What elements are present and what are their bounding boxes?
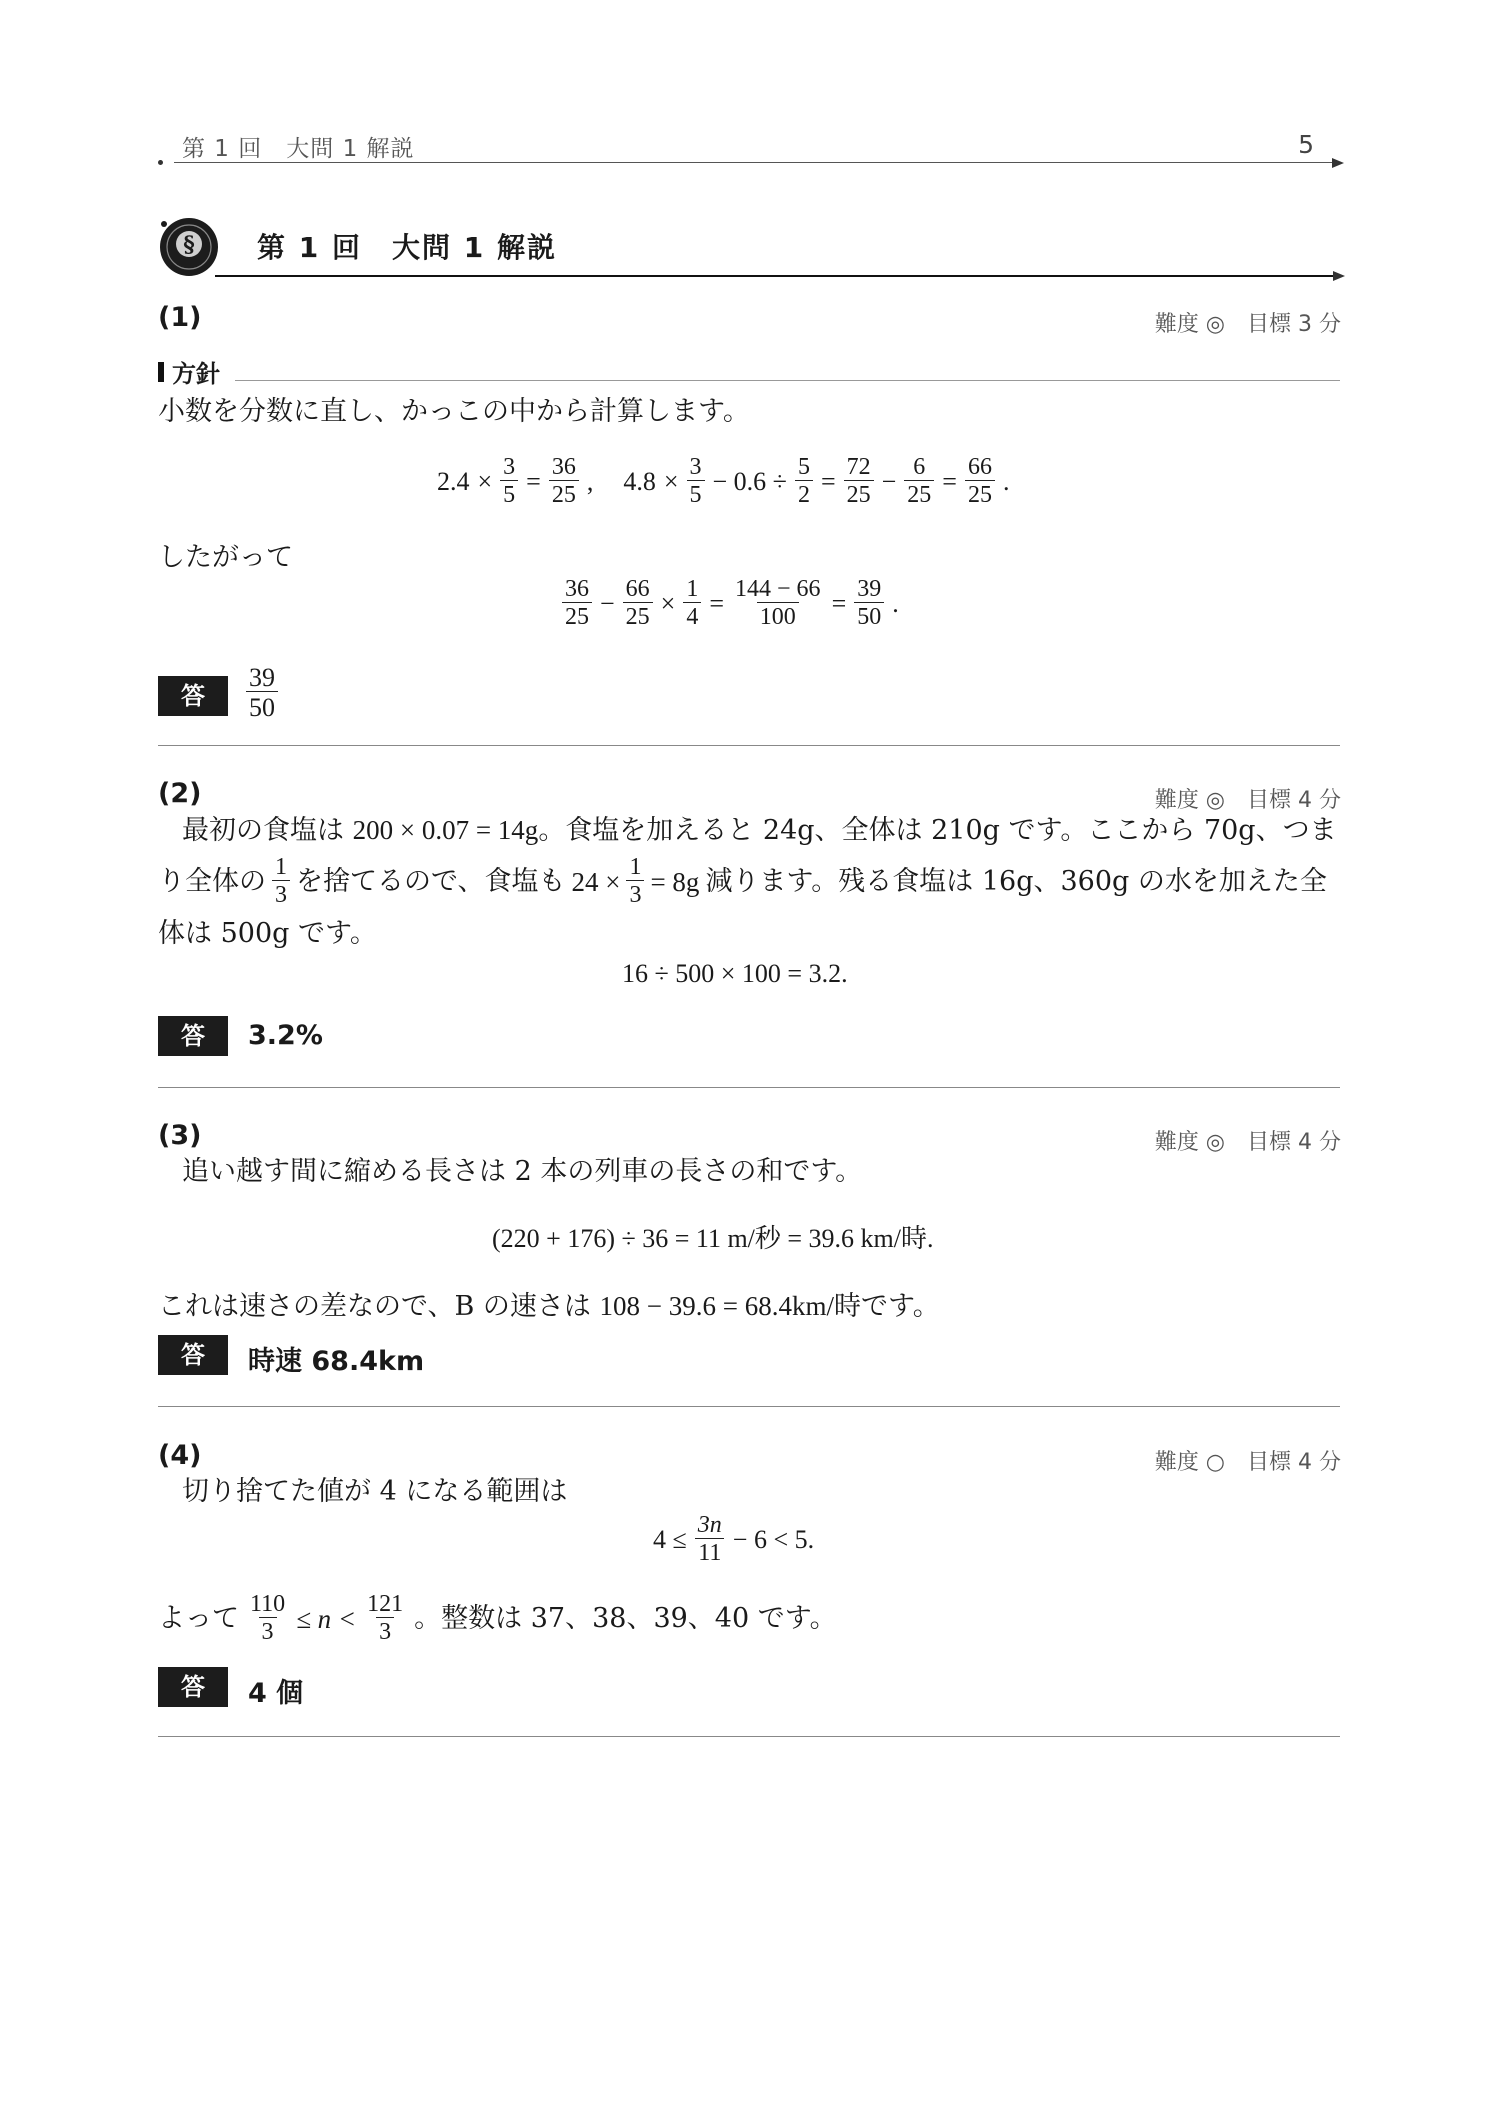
- problem-3-equation: (220 + 176) ÷ 36 = 11 m/秒 = 39.6 km/時.: [492, 1224, 934, 1253]
- math-inline: 108 − 39.6 = 68.4km/時: [599, 1291, 861, 1321]
- text-segment: 。整数は 37、38、39、40 です。: [414, 1602, 837, 1634]
- problem-2-equation: 16 ÷ 500 × 100 = 3.2.: [622, 959, 848, 988]
- numerator: 39: [249, 663, 275, 692]
- math-operator: =: [942, 466, 957, 496]
- problem-4-meta: 難度 ○ 目標 4 分: [1154, 1450, 1341, 1475]
- problem-2-answer: 3.2%: [248, 1020, 323, 1051]
- numerator: 36: [565, 576, 589, 602]
- denominator: 3: [259, 1617, 277, 1645]
- math-operator: −: [600, 588, 615, 618]
- fraction: [854, 577, 884, 630]
- problem-3-line-1: 追い越す間に縮める長さは 2 本の列車の長さの和です。: [182, 1156, 863, 1187]
- answer-label: 答: [158, 1667, 228, 1707]
- fraction: [683, 577, 701, 630]
- section-logo-icon: [158, 216, 220, 278]
- problem-4-number: (4): [158, 1440, 202, 1471]
- fraction: [844, 455, 874, 508]
- problem-1-line-1: 小数を分数に直し、かっこの中から計算します。: [158, 396, 750, 427]
- running-header: [158, 130, 1344, 164]
- numerator: 66: [967, 454, 992, 480]
- problem-2-line-3: 体は 500g です。: [158, 918, 377, 949]
- fraction: [364, 1592, 406, 1645]
- text-segment: です。: [860, 1291, 940, 1322]
- math-operator: =: [526, 466, 541, 496]
- section-title: 第 1 回 大問 1 解説: [257, 231, 557, 264]
- policy-rule: [235, 380, 1340, 381]
- problem-divider: [158, 745, 1340, 746]
- numerator: 36: [551, 454, 576, 480]
- math-period: .: [1002, 466, 1010, 496]
- math-operator: −: [881, 466, 897, 496]
- running-header-title: 第 1 回 大問 1 解説: [182, 136, 415, 162]
- numerator: 6: [913, 454, 926, 480]
- denominator: 50: [854, 602, 884, 630]
- problem-divider: [158, 1406, 1340, 1407]
- denominator: 3: [272, 880, 290, 908]
- math-operator: ×: [477, 466, 493, 496]
- text-segment: り全体の: [158, 865, 266, 897]
- denominator: 100: [757, 602, 799, 630]
- denominator: 3: [626, 880, 644, 908]
- problem-4-equation: [653, 1513, 814, 1566]
- problem-1-meta: 難度 ◎ 目標 3 分: [1154, 312, 1341, 337]
- math-inline: = 8g: [650, 866, 700, 897]
- fraction: [247, 1592, 288, 1645]
- text-segment: 最初の食塩は: [182, 815, 344, 846]
- text-segment: これは速さの差なので、B の速さは: [158, 1291, 591, 1322]
- numerator: 1: [629, 854, 642, 880]
- numerator: 1: [686, 576, 699, 602]
- math-term: 4.8: [623, 466, 656, 496]
- problem-2-number: (2): [158, 778, 202, 809]
- denominator: 5: [687, 480, 705, 508]
- problem-divider: [158, 1736, 1340, 1737]
- math-operator: =: [709, 588, 725, 618]
- numerator: 3n: [697, 1512, 722, 1538]
- problem-1-equation-2: [562, 577, 899, 630]
- problem-4-line-1: 切り捨てた値が 4 になる範囲は: [182, 1476, 568, 1507]
- denominator: 25: [965, 480, 995, 508]
- header-arrow-icon: [1332, 158, 1344, 168]
- denominator: 25: [549, 480, 579, 508]
- fraction: [795, 455, 813, 508]
- problem-4-line-2: [158, 1592, 837, 1645]
- math-period: .: [892, 588, 899, 618]
- math-operator: =: [831, 588, 847, 618]
- fraction: [695, 1513, 725, 1566]
- denominator: 25: [562, 602, 592, 630]
- text-segment: 。食塩を加えると 24g、全体は 210g です。ここから 70g、つま: [538, 815, 1337, 846]
- problem-3-meta: 難度 ◎ 目標 4 分: [1154, 1130, 1341, 1155]
- numerator: 110: [250, 1591, 286, 1617]
- fraction: [272, 855, 290, 908]
- text-segment: 減ります。残る食塩は 16g、360g の水を加えた全: [705, 865, 1327, 897]
- answer-label: 答: [158, 676, 228, 716]
- section-arrow-icon: [1333, 271, 1345, 281]
- numerator: 72: [846, 454, 871, 480]
- page-number: 5: [1298, 130, 1314, 159]
- header-dot: [158, 160, 163, 165]
- problem-2-line-2: [158, 855, 1327, 908]
- math-term: − 0.6 ÷: [712, 466, 787, 496]
- problem-2-line-1: [182, 810, 1337, 851]
- denominator: 2: [795, 480, 813, 508]
- denominator: 25: [904, 480, 934, 508]
- problem-3-line-2: [158, 1286, 940, 1327]
- problem-3-answer: 時速 68.4km: [248, 1346, 425, 1377]
- problem-3-number: (3): [158, 1120, 202, 1151]
- numerator: 144 − 66: [735, 576, 821, 602]
- denominator: 5: [500, 480, 518, 508]
- answer-fraction: [246, 664, 278, 722]
- math-operator: ×: [660, 588, 676, 618]
- numerator: 39: [857, 576, 882, 602]
- problem-1-line-2: したがって: [158, 542, 293, 573]
- policy-marker-icon: [158, 362, 164, 382]
- math-term: − 6 < 5.: [732, 1524, 815, 1554]
- denominator: 50: [246, 691, 278, 721]
- math-operator: =: [820, 466, 836, 496]
- fraction: [562, 577, 592, 630]
- fraction: [732, 577, 824, 630]
- section-rule: [215, 275, 1333, 277]
- denominator: 3: [376, 1617, 394, 1645]
- numerator: 5: [797, 454, 810, 480]
- numerator: 3: [503, 454, 516, 480]
- math-term: 2.4: [437, 466, 470, 496]
- header-rule: [174, 162, 1334, 163]
- fraction: [623, 577, 653, 630]
- answer-label: 答: [158, 1016, 228, 1056]
- fraction: [626, 855, 644, 908]
- problem-divider: [158, 1087, 1340, 1088]
- math-inline: ≤ n <: [296, 1603, 357, 1634]
- fraction: [500, 455, 518, 508]
- denominator: 25: [844, 480, 874, 508]
- text-segment: を捨てるので、食塩も: [296, 865, 566, 897]
- numerator: 1: [275, 854, 287, 880]
- fraction: [687, 455, 705, 508]
- numerator: 66: [625, 576, 650, 602]
- problem-1-number: (1): [158, 302, 202, 333]
- math-separator: ,: [586, 466, 594, 496]
- denominator: 25: [623, 602, 653, 630]
- problem-1-equation-1: [437, 455, 1009, 508]
- math-operator: ×: [663, 466, 679, 496]
- problem-2-meta: 難度 ◎ 目標 4 分: [1154, 788, 1341, 813]
- answer-label: 答: [158, 1335, 228, 1375]
- math-inline: 200 × 0.07 = 14g: [352, 815, 539, 845]
- denominator: 11: [695, 1538, 724, 1566]
- numerator: 3: [689, 454, 702, 480]
- math-term: 4 ≤: [653, 1524, 687, 1554]
- fraction: [965, 455, 995, 508]
- numerator: 121: [367, 1591, 404, 1617]
- math-inline: 24 ×: [571, 866, 621, 897]
- svg-text:§: §: [183, 232, 195, 258]
- problem-4-answer: 4 個: [248, 1678, 304, 1709]
- denominator: 4: [683, 602, 701, 630]
- fraction: [549, 455, 579, 508]
- policy-label: 方針: [172, 360, 220, 388]
- fraction: [904, 455, 934, 508]
- text-segment: よって: [158, 1602, 239, 1634]
